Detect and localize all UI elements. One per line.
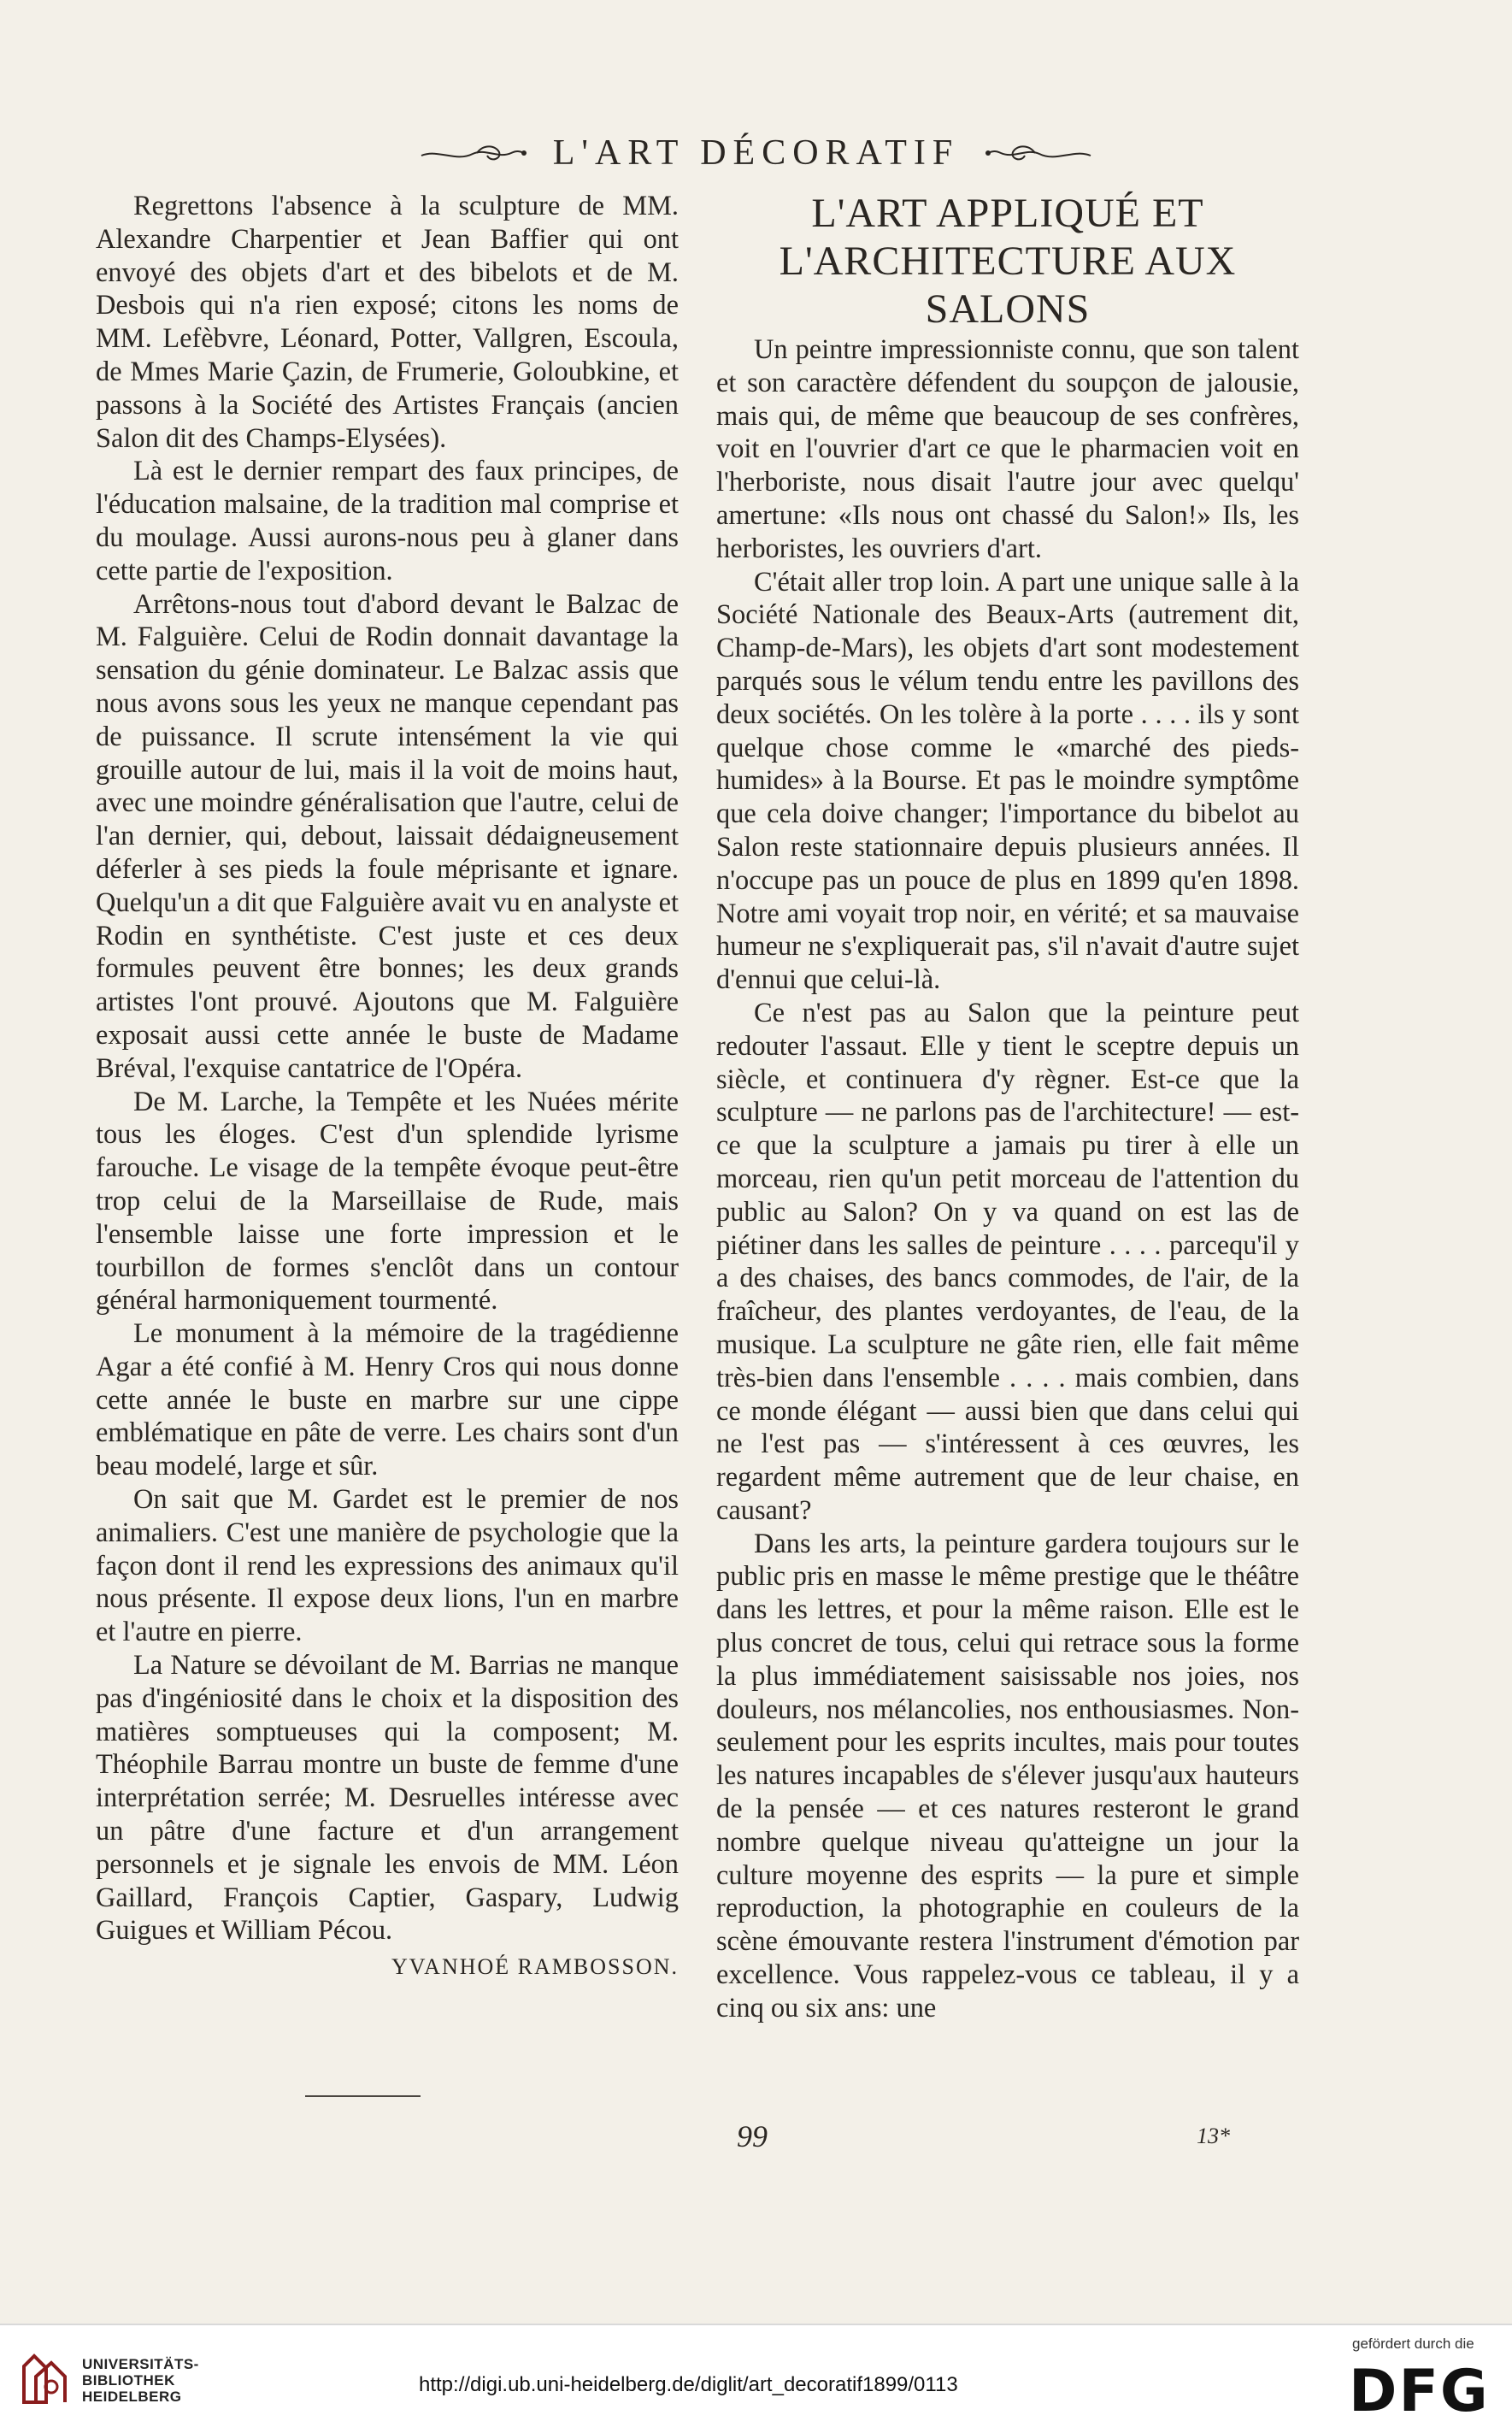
paragraph: Arrêtons-nous tout d'abord devant le Balzac de M. Falguière. Celui de Rodin donnait davantage la sensation du génie dominateur. Le Balzac assis que nous avons sous les yeux ne manque cependant pas de puissance. Il scrute intensément la vie qui grouille autour de lui, mais il la voit de moins haut, avec une moindre généralisation que l'autre, celui de l'an dernier, qui, debout, laissait dédaigneusement déferler à ses pieds la foule méprisante et ignare. Quelqu'un a dit que Falguière avait vu en analyste et Rodin en synthétiste. C'est juste et ces deux formules peuvent être bonnes; les deux grands artistes l'ont prouvé. Ajoutons que M. Falguière exposait aussi cette année le buste de Madame Bréval, l'exquise cantatrice de l'Opéra. (96, 588, 679, 1084)
article-heading: L'ART APPLIQUÉ ET L'ARCHITECTURE AUX SALONS (779, 191, 1237, 332)
paragraph: Là est le dernier rempart des faux principes, de l'éducation malsaine, de la tradition mal comprise et du moulage. Aussi aurons-nous peu à glaner dans cette partie de l'exposition. (96, 456, 679, 586)
dfg-logo: DFG (1349, 2358, 1490, 2425)
paragraph: On sait que M. Gardet est le premier de nos animaliers. C'est une manière de psychologie que la façon dont il rend les expressions des animaux qu'il nous présente. Il expose deux lions, l'un en marbre et l'autre en pierre. (96, 1484, 679, 1648)
paragraph: Dans les arts, la peinture gardera toujours sur le public pris en masse le même prestige que le théâtre dans les lettres, et pour la même raison. Elle est le plus concret de tous, celui qui retrace sous la forme la plus immédiatement saisissable nos joies, nos douleurs, nos mélancolies, nos enthousiasmes. Non-seulement pour les esprits incultes, mais pour toutes les natures incapables de s'élever jusqu'aux hauteurs de la pensée — et ces natures resteront le grand nombre quelque niveau qu'atteigne un jour la culture moyenne des esprits — la pure et simple reproduction, la photographie en couleurs de la scène émouvante restera l'instrument d'émotion par excellence. Vous rappelez-vous ce tableau, il y a cinq ou six ans: une (716, 1528, 1299, 2023)
university-logo[interactable] (17, 2349, 239, 2409)
page-number: 99 (737, 2119, 768, 2153)
left-column (96, 190, 679, 1984)
end-rule (305, 2095, 421, 2097)
paragraph: Regrettons l'absence à la sculpture de MM. Alexandre Charpentier et Jean Baffier qui ont envoyé des objets d'art et des bibelots et de M. Desbois qui n'a rien exposé; citons les noms de MM. Lefèbvre, Léonard, Potter, Vallgren, Escoula, de Mmes Marie Çazin, de Frumerie, Goloubkine, et passons à la Société des Artistes Français (ancien Salon dit des Champs-Elysées). (96, 191, 679, 454)
dfg-sponsor[interactable] (1344, 2336, 1506, 2425)
university-seal-icon (17, 2349, 70, 2409)
running-head-title: L'ART DÉCORATIF (552, 133, 960, 174)
footer-bar (0, 2324, 1512, 2427)
running-head (0, 130, 1512, 174)
paragraph: C'était aller trop loin. A part une unique salle à la Société Nationale des Beaux-Arts (autrement dit, Champ-de-Mars), les objets d'art sont modestement parqués sous le vélum tendu entre les pavillons des deux sociétés. On les tolère à la porte . . . . ils y sont quelque chose comme le «marché des pieds-humides» à la Bourse. Et pas le moindre symptôme que cela doive changer; l'importance du bibelot au Salon reste stationnaire depuis plusieurs années. Il n'occupe pas un pouce de plus en 1899 qu'en 1898. Notre ami voyait trop noir, en vérité; et sa mauvaise humeur ne s'expliquerait pas, s'il n'avait d'autre sujet d'ennui que celui-là. (716, 566, 1299, 996)
source-url-link[interactable]: http://digi.ub.uni-heidelberg.de/diglit/art_decoratif1899/0113 (419, 2373, 958, 2396)
sponsor-note: gefördert durch die (1352, 2336, 1474, 2352)
signature-mark: 13* (1197, 2124, 1230, 2148)
author-signature: YVANHOÉ RAMBOSSON. (391, 1954, 679, 1980)
paragraph: Un peintre impressionniste connu, que son talent et son caractère défendent du soupçon de jalousie, mais qui, de même que beaucoup de ses confrères, voit en l'ouvrier d'art ce que le pharmacien voit en l'herboriste, nous disait l'autre jour avec quelqu' amertune: «Ils nous ont chassé du Salon!» Ils, les herboristes, les ouvriers d'art. (716, 334, 1299, 564)
paragraph: La Nature se dévoilant de M. Barrias ne manque pas d'ingéniosité dans le choix et la disposition des matières somptueuses qui la composent; M. Théophile Barrau montre un buste de femme d'une interprétation serrée; M. Desruelles intéresse avec un pâtre d'une facture et d'un arrangement personnels et je signale les envois de MM. Léon Gaillard, François Captier, Gaspary, Ludwig Guigues et William Pécou. (96, 1650, 679, 1947)
university-name: UNIVERSITÄTS- BIBLIOTHEK HEIDELBERG (82, 2356, 199, 2405)
left-ornament-icon (417, 140, 528, 166)
paragraph: Ce n'est pas au Salon que la peinture peut redouter l'assaut. Elle y tient le sceptre depuis un siècle, et continuera d'y règner. Est-ce que la sculpture — ne parlons pas de l'architecture! — est-ce que la sculpture a jamais pu tirer à elle un morceau, rien qu'un petit morceau de l'attention du public au Salon? On y va quand on est las de piétiner dans les salles de peinture . . . . parcequ'il y a des chaises, des bancs commodes, de l'air, de la fraîcheur, des plantes verdoyantes, de l'eau, de la musique. La sculpture ne gâte rien, elle fait même très-bien dans l'ensemble . . . . mais combien, dans ce monde élégant — aussi bien que dans celui qui ne l'est pas — s'intéressent à ces œuvres, les regardent même autrement que de leur chaise, en causant? (716, 997, 1299, 1526)
right-column (716, 190, 1299, 2025)
paragraph: De M. Larche, la Tempête et les Nuées mérite tous les éloges. C'est d'un splendide lyrisme farouche. Le visage de la tempête évoque peut-être trop celui de la Marseillaise de Rude, mais l'ensemble laisse une forte impression et le tourbillon de formes s'enclôt dans un contour général harmoniquement tourmenté. (96, 1086, 679, 1317)
right-ornament-icon (984, 140, 1095, 166)
paragraph: Le monument à la mémoire de la tragédienne Agar a été confié à M. Henry Cros qui nous donne cette année le buste en marbre sur une cippe emblématique en pâte de verre. Les chairs sont d'un beau modelé, large et sûr. (96, 1318, 679, 1482)
